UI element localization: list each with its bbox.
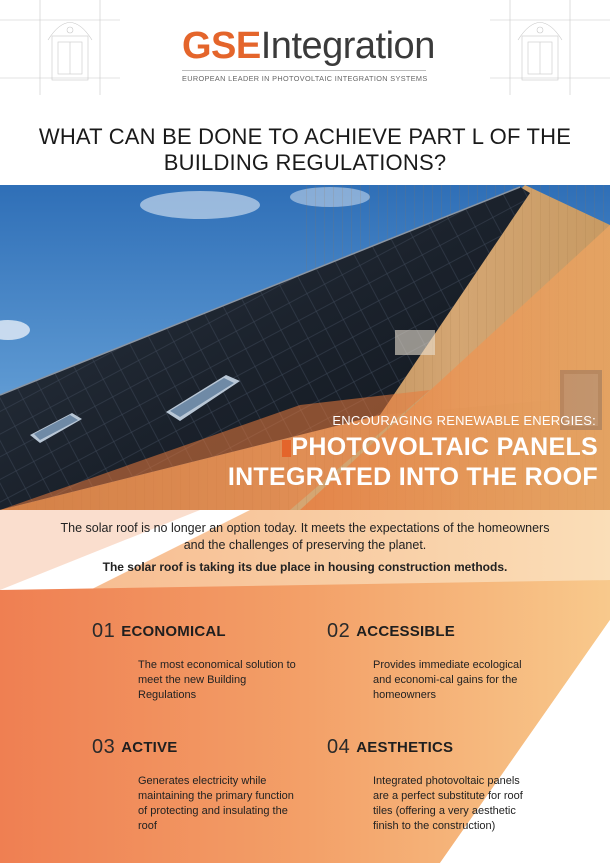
feature-title: AESTHETICS [356, 739, 454, 756]
brand-logo [182, 25, 435, 83]
feature-title: ACTIVE [121, 739, 178, 756]
feature-description: Provides immediate ecological and economi-cal gains for the homeowners [373, 659, 522, 701]
feature-number: 01 [92, 620, 116, 642]
feature-description: Generates electricity while maintaining the primary function of protecting and insulating the roof [138, 775, 294, 832]
logo-wordmark [182, 25, 435, 67]
feature-title: ECONOMICAL [121, 623, 226, 640]
feature-header [92, 620, 322, 644]
logo-divider [182, 70, 426, 71]
feature-header [92, 736, 322, 760]
feature-header [327, 736, 557, 760]
feature-active [92, 736, 322, 834]
house-sketch-left [0, 0, 120, 95]
feature-economical [92, 620, 322, 703]
feature-title: ACCESSIBLE [356, 623, 455, 640]
intro-text: The solar roof is no longer an option today. It meets the expectations of the homeowners and the challenges of preserving the planet. [60, 521, 550, 552]
page-header [0, 0, 610, 185]
feature-accessible [327, 620, 557, 703]
logo-gse: GSE [182, 25, 261, 67]
intro-bold-text: The solar roof is taking its due place in housing construction methods. [102, 560, 508, 574]
page-headline: WHAT CAN BE DONE TO ACHIEVE PART L OF THE BUILDING REGULATIONS? [38, 124, 572, 175]
feature-header [327, 620, 557, 644]
logo-tagline: EUROPEAN LEADER IN PHOTOVOLTAIC INTEGRATION SYSTEMS [182, 74, 428, 83]
feature-description: The most economical solution to meet the new Building Regulations [138, 659, 296, 701]
hero-eyebrow: ENCOURAGING RENEWABLE ENERGIES: [332, 413, 596, 428]
hero-title: PHOTOVOLTAIC PANELS INTEGRATED INTO THE ROOF [227, 433, 598, 491]
logo-integration: Integration [260, 25, 435, 67]
house-sketch-right [490, 0, 610, 95]
feature-number: 03 [92, 736, 116, 758]
feature-number: 02 [327, 620, 351, 642]
feature-aesthetics [327, 736, 557, 834]
feature-number: 04 [327, 736, 351, 758]
feature-description: Integrated photovoltaic panels are a perfect substitute for roof tiles (offering a very aesthetic finish to the construction) [373, 775, 523, 832]
